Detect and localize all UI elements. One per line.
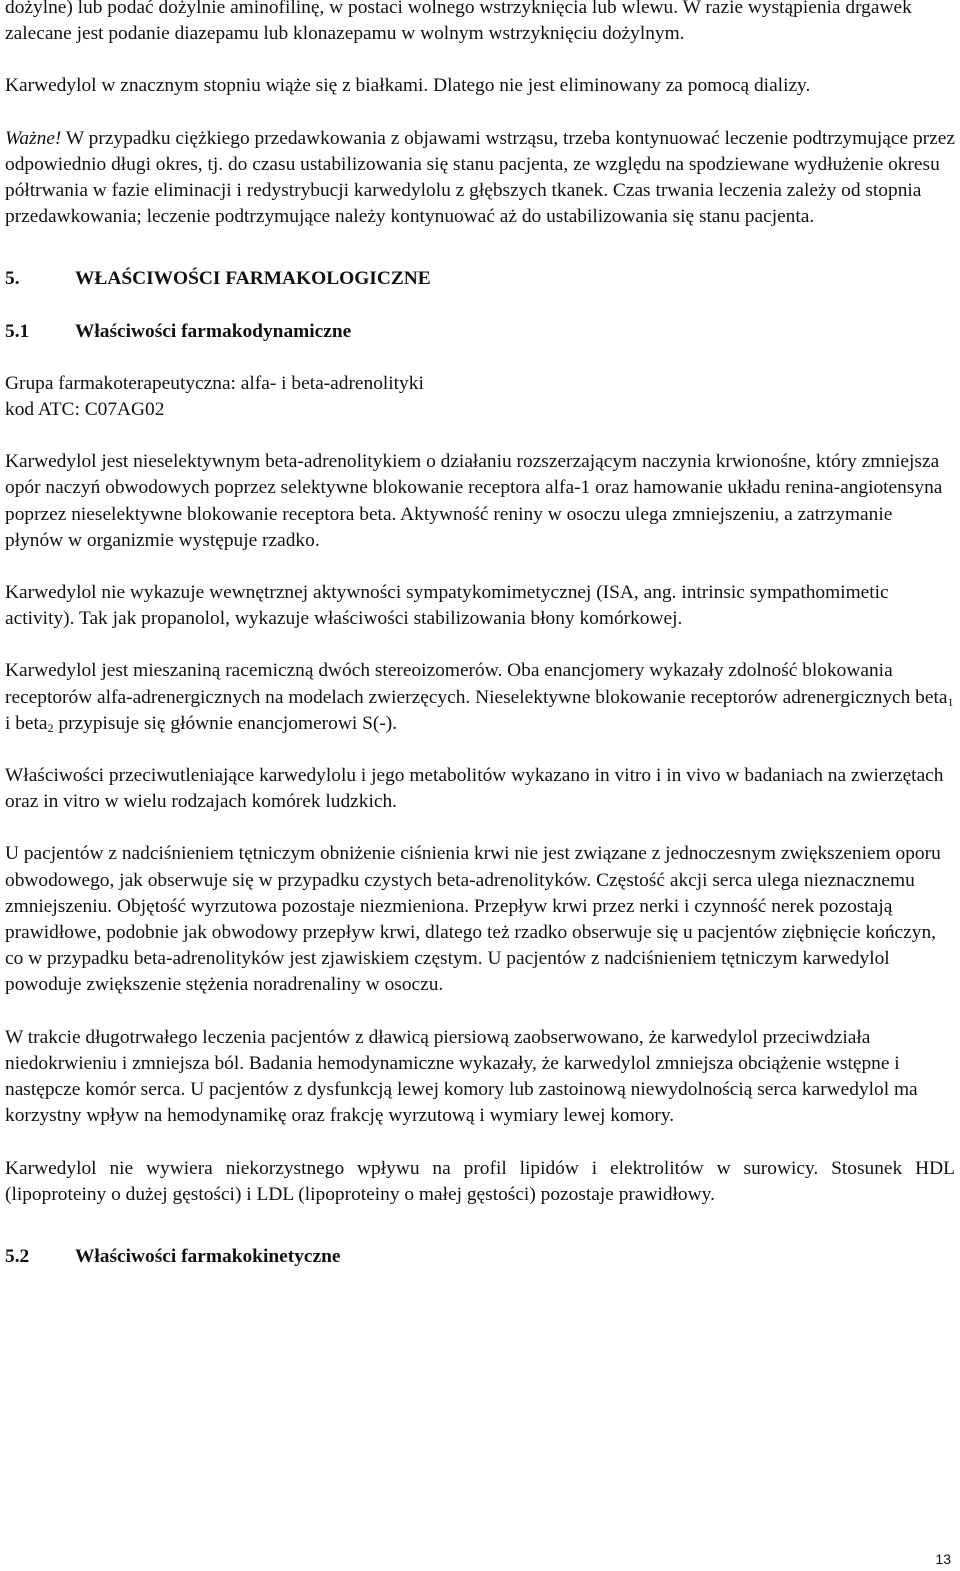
paragraph-angina: W trakcie długotrwałego leczenia pacjentów z dławicą piersiową zaobserwowano, że karwedylol przeciwdziała niedokrwieniu i zmniejsza ból. Badania hemodynamiczne wykazały, że karwedylol zmniejsza obciążenie wstępne i następcze komór serca. U pacjentów z dysfunkcją lewej komory lub zastoinową niewydolnością serca karwedylol ma korzystny wpływ na hemodynamikę oraz frakcję wyrzutową i wymiary lewej komory.: [5, 1026, 918, 1127]
paragraph-mechanism: Karwedylol jest nieselektywnym beta-adrenolitykiem o działaniu rozszerzającym naczynia krwionośne, który zmniejsza opór naczyń obwodowych poprzez selektywne blokowanie receptora alfa-1 oraz hamowanie układu renina-angiotensyna poprzez nieselektywne blokowanie receptora beta. Aktywność reniny w osoczu ulega zmniejszeniu, a zatrzymanie płynów w organizmie występuje rzadko.: [5, 451, 943, 551]
section-number: 5.: [5, 268, 20, 290]
paragraph-hypertension: U pacjentów z nadciśnieniem tętniczym obniżenie ciśnienia krwi nie jest związane z jednoczesnym zwiększeniem oporu obwodowego, jak obserwuje się w przypadku czystych beta-adrenolityków. Częstość akcji serca ulega nieznacznemu zmniejszeniu. Objętość wyrzutowa pozostaje niezmieniona. Przepływ krwi przez nerki i czynność nerek pozostają prawidłowe, podobnie jak obwodowy przepływ krwi, dlatego też rzadko obserwuje się u pacjentów ziębnięcie kończyn, co w przypadku beta-adrenolityków jest zjawiskiem częstym. U pacjentów z nadciśnieniem tętniczym karwedylol powoduje zwiększenie stężenia noradrenaliny w osoczu.: [5, 843, 941, 996]
paragraph-overdose-treatment: dożylne) lub podać dożylnie aminofilinę, w postaci wolnego wstrzyknięcia lub wlewu. W razie wystąpienia drgawek zalecane jest podanie diazepamu lub klonazepamu w wolnym wstrzyknięciu dożylnym.: [5, 0, 912, 45]
paragraph-important-note: [5, 126, 955, 231]
paragraph-antioxidant: Właściwości przeciwutleniające karwedylolu i jego metabolitów wykazano in vitro i in vivo w badaniach na zwierzętach oraz in vitro w wielu rodzajach komórek ludzkich.: [5, 765, 944, 813]
section-heading-5-1: [5, 319, 955, 345]
paragraph-isa: Karwedylol nie wykazuje wewnętrznej aktywności sympatykomimetycznej (ISA, ang. intrinsic sympathomimetic activity). Tak jak propanolol, wykazuje właściwości stabilizowania błony komórkowej.: [5, 582, 889, 630]
section-title: Właściwości farmakodynamiczne: [75, 320, 352, 342]
section-heading-5: [5, 266, 955, 292]
section-number: 5.2: [5, 1245, 30, 1267]
atc-code-line: kod ATC: C07AG02: [5, 399, 165, 421]
paragraph-enantiomers: Karwedylol jest mieszaniną racemiczną dwóch stereoizomerów. Oba enancjomery wykazały zdolność blokowania receptorów alfa-adrenergicznych na modelach zwierzęcych. Nieselektywne blokowanie receptorów adrenergicznych beta$_1$ i beta$_2$ przypisuje się głównie enancjomerowi S(-).: [5, 660, 954, 735]
page-number: 13: [935, 1551, 951, 1567]
paragraph-protein-binding: Karwedylol w znacznym stopniu wiąże się z białkami. Dlatego nie jest eliminowany za pomocą dializy.: [5, 75, 811, 97]
subscript-2: 2: [47, 720, 54, 735]
paragraph-lipids: Karwedylol nie wywiera niekorzystnego wpływu na profil lipidów i elektrolitów w surowicy. Stosunek HDL (lipoproteiny o dużej gęstości) i LDL (lipoproteiny o małej gęstości) pozostaje prawidłowy.: [5, 1157, 955, 1205]
section-number: 5.1: [5, 320, 30, 342]
important-label: Ważne!: [5, 127, 62, 149]
important-text: W przypadku ciężkiego przedawkowania z objawami wstrząsu, trzeba kontynuować leczenie podtrzymujące przez odpowiednio długi okres, tj. do czasu ustabilizowania się stanu pacjenta, ze względu na spodziewane wydłużenie okresu półtrwania w fazie eliminacji i redystrybucji karwedylolu z głębszych tkanek. Czas trwania leczenia zależy od stopnia przedawkowania; leczenie podtrzymujące należy kontynuować aż do ustabilizowania się stanu pacjenta.: [5, 127, 955, 228]
section-heading-5-2: [5, 1244, 955, 1270]
atc-group-line: Grupa farmakoterapeutyczna: alfa- i beta-adrenolityki: [5, 372, 424, 394]
document-page: [5, 0, 955, 1270]
section-title: WŁAŚCIWOŚCI FARMAKOLOGICZNE: [75, 268, 431, 290]
section-title: Właściwości farmakokinetyczne: [75, 1245, 341, 1267]
subscript-1: 1: [947, 694, 954, 709]
